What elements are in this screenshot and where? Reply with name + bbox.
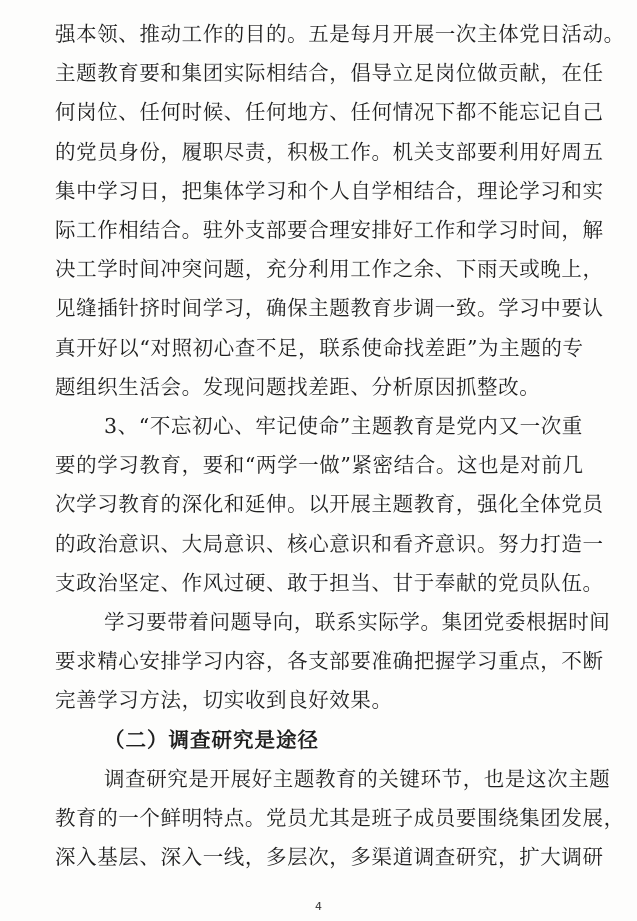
text-line-4: 的党员身份，履职尽责，积极工作。机关支部要利用好周五 bbox=[55, 139, 604, 164]
page-number: 4 bbox=[315, 900, 322, 913]
paragraph-5-line-1: 调查研究是开展好主题教育的关键环节，也是这次主题 bbox=[104, 766, 611, 791]
text-line-5: 集中学习日，把集体学习和个人自学相结合，理论学习和实 bbox=[55, 178, 604, 203]
text-line-2: 主题教育要和集团实际相结合，倡导立足岗位做贡献，在任 bbox=[55, 61, 604, 86]
text-line-3: 何岗位、任何时候、任何地方、任何情况下都不能忘记自己 bbox=[55, 100, 604, 125]
paragraph-5-line-2: 教育的一个鲜明特点。党员尤其是班子成员要围绕集团发展， bbox=[55, 806, 625, 830]
text-line-7: 决工学时间冲突问题，充分利用工作之余、下雨天或晚上， bbox=[55, 257, 604, 282]
paragraph-3-line-1: 3、“不忘初心、牢记使命”主题教育是党内又一次重 bbox=[104, 414, 583, 438]
text-line-6: 际工作相结合。驻外支部要合理安排好工作和学习时间，解 bbox=[55, 218, 604, 242]
text-line-8: 见缝插针挤时间学习，确保主题教育步调一致。学习中要认 bbox=[55, 296, 604, 321]
paragraph-3-line-3: 次学习教育的深化和延伸。以开展主题教育，强化全体党员 bbox=[55, 492, 604, 517]
paragraph-4-line-2: 要求精心安排学习内容，各支部要准确把握学习重点，不断 bbox=[55, 649, 604, 674]
text-line-1: 强本领、推动工作的目的。五是每月开展一次主体党日活动。 bbox=[55, 22, 625, 46]
paragraph-4-line-3: 完善学习方法，切实收到良好效果。 bbox=[55, 688, 393, 713]
paragraph-5-line-3: 深入基层、深入一线，多层次，多渠道调查研究，扩大调研 bbox=[55, 845, 604, 870]
paragraph-3-line-5: 支政治坚定、作风过硬、敢于担当、甘于奉献的党员队伍。 bbox=[55, 570, 604, 595]
text-line-9: 真开好以“对照初心查不足，联系使命找差距”为主题的专 bbox=[55, 335, 584, 360]
paragraph-3-line-4: 的政治意识、大局意识、核心意识和看齐意识。努力打造一 bbox=[55, 531, 604, 556]
text-line-10: 题组织生活会。发现问题找差距、分析原因抓整改。 bbox=[55, 374, 541, 399]
paragraph-3-line-2: 要的学习教育，要和“两学一做”紧密结合。这也是对前几 bbox=[55, 453, 584, 478]
paragraph-4-line-1: 学习要带着问题导向，联系实际学。集团党委根据时间 bbox=[104, 610, 611, 634]
section-heading: （二）调查研究是途径 bbox=[104, 727, 319, 752]
